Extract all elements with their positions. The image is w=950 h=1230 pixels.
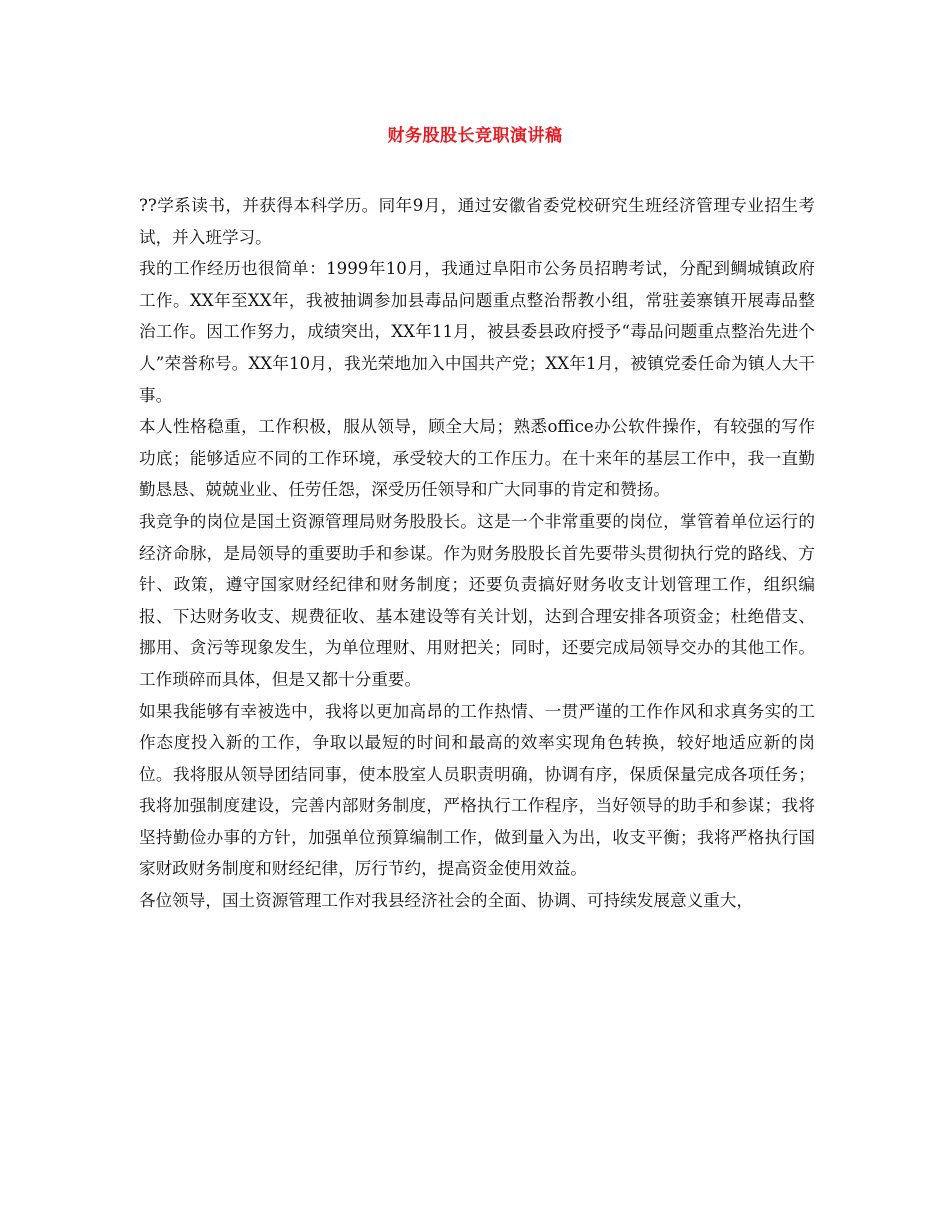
paragraph-personal-qualities: 本人性格稳重，工作积极，服从领导，顾全大局；熟悉office办公软件操作，有较强的写作功底；能够适应不同的工作环境，承受较大的工作压力。在十来年的基层工作中，我一直勤勤恳恳、兢兢业业、任劳任怨，深受历任领导和广大同事的肯定和赞扬。 bbox=[139, 417, 815, 500]
paragraph-work-history: 我的工作经历也很简单：1999年10月，我通过阜阳市公务员招聘考试，分配到鲷城镇政府工作。XX年至XX年，我被抽调参加县毒品问题重点整治帮教小组，常驻姜寨镇开展毒品整治工作。因工作努力，成绩突出，XX年11月，被县委县政府授予“毒品问题重点整治先进个人”荣誉称号。XX年10月，我光荣地加入中国共产党；XX年1月，被镇党委任命为镇人大干事。 bbox=[139, 259, 815, 405]
paragraph-closing: 各位领导，国土资源管理工作对我县经济社会的全面、协调、可持续发展意义重大， bbox=[139, 891, 753, 911]
paragraph-position-duties: 我竞争的岗位是国土资源管理局财务股股长。这是一个非常重要的岗位，掌管着单位运行的经济命脉，是局领导的重要助手和参谋。作为财务股股长首先要带头贯彻执行党的路线、方针、政策，遵守国家财经纪律和财务制度；还要负责搞好财务收支计划管理工作，组织编报、下达财务收支、规费征收、基本建设等有关计划，达到合理安排各项资金；杜绝借支、挪用、贪污等现象发生，为单位理财、用财把关；同时，还要完成局领导交办的其他工作。工作琐碎而具体，但是又都十分重要。 bbox=[139, 511, 815, 689]
document-title: 财务股股长竞职演讲稿 bbox=[387, 126, 563, 146]
document-body bbox=[139, 190, 815, 917]
paragraph-commitments: 如果我能够有幸被选中，我将以更加高昂的工作热情、一贯严谨的工作作风和求真务实的工作态度投入新的工作，争取以最短的时间和最高的效率实现角色转换，较好地适应新的岗位。我将服从领导团结同事，使本股室人员职责明确，协调有序，保质保量完成各项任务；我将加强制度建设，完善内部财务制度，严格执行工作程序，当好领导的助手和参谋；我将坚持勤俭办事的方针，加强单位预算编制工作，做到量入为出，收支平衡；我将严格执行国家财政财务制度和财经纪律，厉行节约，提高资金使用效益。 bbox=[139, 701, 815, 879]
paragraph-education: ??学系读书，并获得本科学历。同年9月，通过安徽省委党校研究生班经济管理专业招生考试，并入班学习。 bbox=[139, 196, 815, 247]
